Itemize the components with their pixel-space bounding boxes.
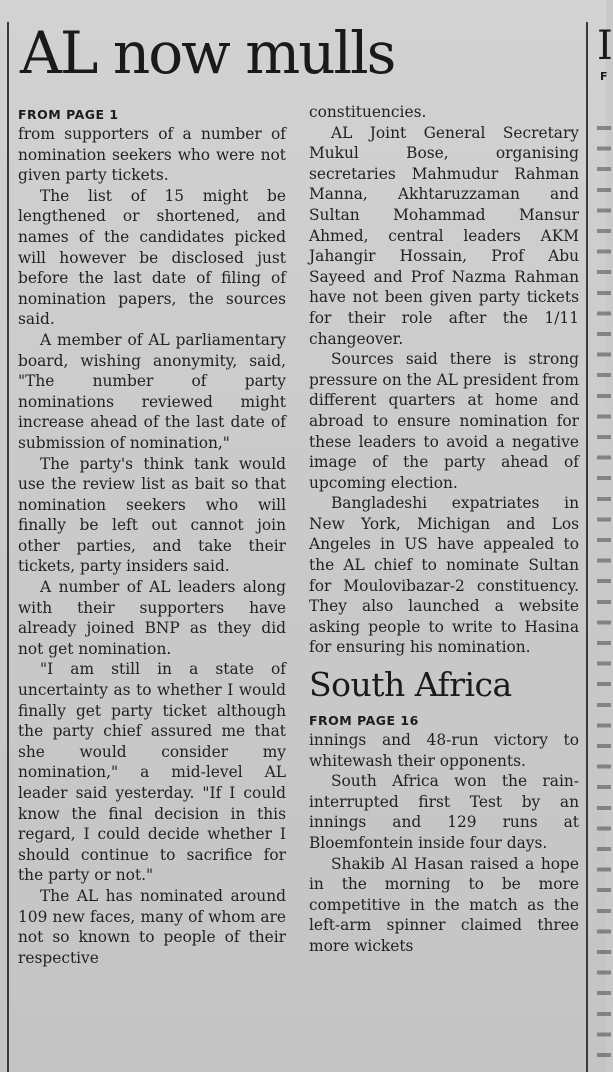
adjacent-text-lines <box>597 118 611 1068</box>
adjacent-jump-fragment: F <box>600 70 608 83</box>
jump-label: FROM PAGE 16 <box>309 713 419 729</box>
paragraph: Sources said there is strong pressure on the AL president from different quarters at home and abroad to ensure nomination for these leaders to avoid a negative image of the party ahead of upcoming election. <box>309 350 579 492</box>
paragraph: The party's think tank would use the review list as bait so that nomination seekers who will finally be left out cannot join other parties, and take their tickets, party insiders said. <box>18 454 286 576</box>
paragraph: A number of AL leaders along with their supporters have already joined BNP as they did not get nomination. <box>18 578 286 658</box>
paragraph: The AL has nominated around 109 new faces, many of whom are not so known to people of their respective <box>18 886 286 967</box>
paragraph: A member of AL parliamentary board, wishing anonymity, said, "The number of party nominations reviewed might increase ahead of the last date of submission of nomination," <box>18 330 286 452</box>
paragraph: Bangladeshi expatriates in New York, Michigan and Los Angeles in US have appealed to the AL chief to nominate Sultan for Moulovibazar-2 constituency. They also launched a website asking people to write to Hasina for ensuring his nomination. <box>309 494 579 657</box>
paragraph: The list of 15 might be lengthened or shortened, and names of the candidates picked will however be disclosed just before the last date of filing of nomination papers, the sources said. <box>18 186 286 329</box>
paragraph: innings and 48-run victory to whitewash their opponents. <box>309 731 579 770</box>
jump-label: FROM PAGE 1 <box>18 107 119 122</box>
paragraph: "I am still in a state of uncertainty as to whether I would finally get party ticket although the party chief assured me that she would consider my nomination," a mid-level AL leader said yesterday. "If I could know the final decision in this regard, I could decide whether I should continue to sacrifice for the party or not." <box>18 660 286 885</box>
section-headline: South Africa <box>309 665 512 705</box>
article-column-2 <box>309 102 579 1072</box>
column-rule-right <box>586 22 588 1072</box>
paragraph: South Africa won the rain-interrupted first Test by an innings and 129 runs at Bloemfontein inside four days. <box>309 772 579 852</box>
paragraph: AL Joint General Secretary Mukul Bose, organising secretaries Mahmudur Rahman Manna, Akhtaruzzaman and Sultan Mohammad Mansur Ahmed, central leaders AKM Jahangir Hossain, Prof Abu Sayeed and Prof Nazma Rahman have not been given party tickets for their role after the 1/11 changeover. <box>309 123 579 348</box>
adjacent-column-fragment <box>590 0 613 1072</box>
paragraph: Shakib Al Hasan raised a hope in the morning to be more competitive in the match as the left-arm spinner claimed three more wickets <box>309 854 579 955</box>
paragraph: constituencies. <box>309 103 427 121</box>
article-headline: AL now mulls <box>20 19 395 87</box>
article-column-1 <box>18 102 286 1072</box>
column-rule-left <box>7 22 9 1072</box>
paragraph: from supporters of a number of nomination seekers who were not given party tickets. <box>18 125 286 185</box>
adjacent-headline-fragment: I <box>597 23 613 69</box>
